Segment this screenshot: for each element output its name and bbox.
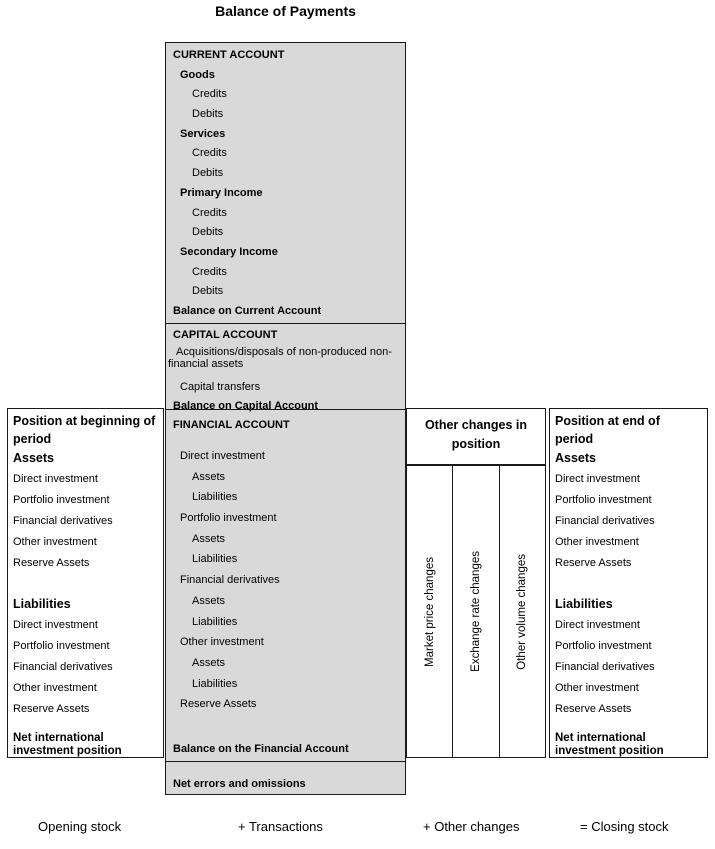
- market-price-changes-column: [407, 466, 452, 757]
- liability-item: Portfolio investment: [555, 640, 652, 652]
- opening-stock-label: Opening stock: [38, 819, 122, 834]
- liability-item: Reserve Assets: [555, 703, 632, 715]
- fin-portfolio-investment: Portfolio investment: [180, 512, 277, 525]
- fin-derivatives-liabilities: Liabilities: [192, 615, 238, 628]
- liability-item: Other investment: [13, 682, 97, 694]
- assets-header: Assets: [555, 451, 596, 465]
- balance-capital-account: Balance on Capital Account: [173, 400, 319, 413]
- assets-header: Assets: [13, 451, 54, 465]
- liabilities-header: Liabilities: [555, 597, 613, 611]
- financial-account-header: FINANCIAL ACCOUNT: [173, 419, 290, 431]
- current-account-header: CURRENT ACCOUNT: [173, 49, 285, 61]
- fin-derivatives-assets: Assets: [192, 594, 226, 607]
- current-account-section: [166, 43, 405, 323]
- asset-item: Direct investment: [555, 473, 640, 485]
- primary-income-debits: Debits: [192, 226, 224, 239]
- capital-account-section: [166, 324, 405, 413]
- transactions-label: + Transactions: [238, 819, 323, 834]
- fin-direct-investment: Direct investment: [180, 450, 265, 462]
- other-changes-header: Other changes in position: [406, 408, 546, 465]
- page-title: Balance of Payments: [215, 3, 356, 19]
- goods-credits: Credits: [192, 88, 227, 101]
- fin-portfolio-liabilities: Liabilities: [192, 553, 238, 566]
- spacer: [166, 435, 405, 446]
- asset-item: Other investment: [555, 536, 639, 548]
- fin-portfolio-assets: Assets: [192, 532, 226, 545]
- goods-debits: Debits: [192, 108, 224, 121]
- primary-income-label: Primary Income: [180, 186, 263, 199]
- liability-item: Direct investment: [13, 619, 98, 631]
- fin-other-assets: Assets: [192, 656, 226, 669]
- fin-reserve-assets: Reserve Assets: [180, 698, 257, 711]
- capital-transfers-label: Capital transfers: [180, 380, 261, 393]
- liability-item: Other investment: [555, 682, 639, 694]
- liability-item: Direct investment: [555, 619, 640, 631]
- balance-current-account: Balance on Current Account: [173, 304, 322, 317]
- financial-account-section: [166, 410, 405, 761]
- spacer: [550, 574, 707, 594]
- acquisitions-disposals-label: Acquisitions/disposals of non-produced non-financial assets: [168, 345, 392, 371]
- spacer: [8, 574, 163, 594]
- opening-position-title: Position at beginning of period: [13, 414, 156, 446]
- other-volume-changes-label: Other volume changes: [516, 553, 529, 670]
- secondary-income-credits: Credits: [192, 265, 227, 278]
- other-volume-changes-column: [499, 466, 545, 757]
- closing-stock-label: = Closing stock: [580, 819, 669, 834]
- services-debits: Debits: [192, 167, 224, 180]
- net-errors-omissions-label: Net errors and omissions: [173, 778, 306, 790]
- fin-direct-liabilities: Liabilities: [192, 491, 238, 504]
- asset-item: Financial derivatives: [555, 515, 655, 527]
- transactions-flow-box: [165, 42, 406, 795]
- closing-position-title: Position at end of period: [555, 414, 660, 446]
- asset-item: Reserve Assets: [13, 557, 90, 569]
- market-price-changes-label: Market price changes: [423, 556, 436, 667]
- spacer: [8, 720, 163, 732]
- secondary-income-debits: Debits: [192, 285, 224, 298]
- spacer: [550, 720, 707, 732]
- primary-income-credits: Credits: [192, 206, 227, 219]
- capital-account-header: CAPITAL ACCOUNT: [173, 329, 278, 341]
- net-errors-section: [166, 762, 405, 795]
- asset-item: Portfolio investment: [555, 494, 652, 506]
- asset-item: Direct investment: [13, 473, 98, 485]
- fin-derivatives: Financial derivatives: [180, 574, 280, 587]
- exchange-rate-changes-label: Exchange rate changes: [469, 551, 482, 672]
- liabilities-header: Liabilities: [13, 597, 71, 611]
- liability-item: Financial derivatives: [555, 661, 655, 673]
- fin-other-investment: Other investment: [180, 636, 264, 649]
- closing-position-panel: [549, 408, 708, 758]
- liability-item: Financial derivatives: [13, 661, 113, 673]
- net-investment-position-label: Net international investment position: [555, 732, 664, 757]
- balance-financial-account: Balance on the Financial Account: [173, 743, 349, 756]
- liability-item: Reserve Assets: [13, 703, 90, 715]
- net-investment-position-label: Net international investment position: [13, 732, 122, 757]
- goods-label: Goods: [180, 68, 215, 81]
- liability-item: Portfolio investment: [13, 640, 110, 652]
- other-changes-label: + Other changes: [423, 819, 520, 834]
- asset-item: Reserve Assets: [555, 557, 632, 569]
- fin-other-liabilities: Liabilities: [192, 677, 238, 690]
- opening-position-panel: [7, 408, 164, 758]
- asset-item: Financial derivatives: [13, 515, 113, 527]
- exchange-rate-changes-column: [452, 466, 498, 757]
- asset-item: Other investment: [13, 536, 97, 548]
- asset-item: Portfolio investment: [13, 494, 110, 506]
- services-credits: Credits: [192, 147, 227, 160]
- other-changes-columns: [406, 465, 546, 758]
- secondary-income-label: Secondary Income: [180, 245, 278, 258]
- fin-direct-assets: Assets: [192, 470, 226, 483]
- services-label: Services: [180, 127, 226, 140]
